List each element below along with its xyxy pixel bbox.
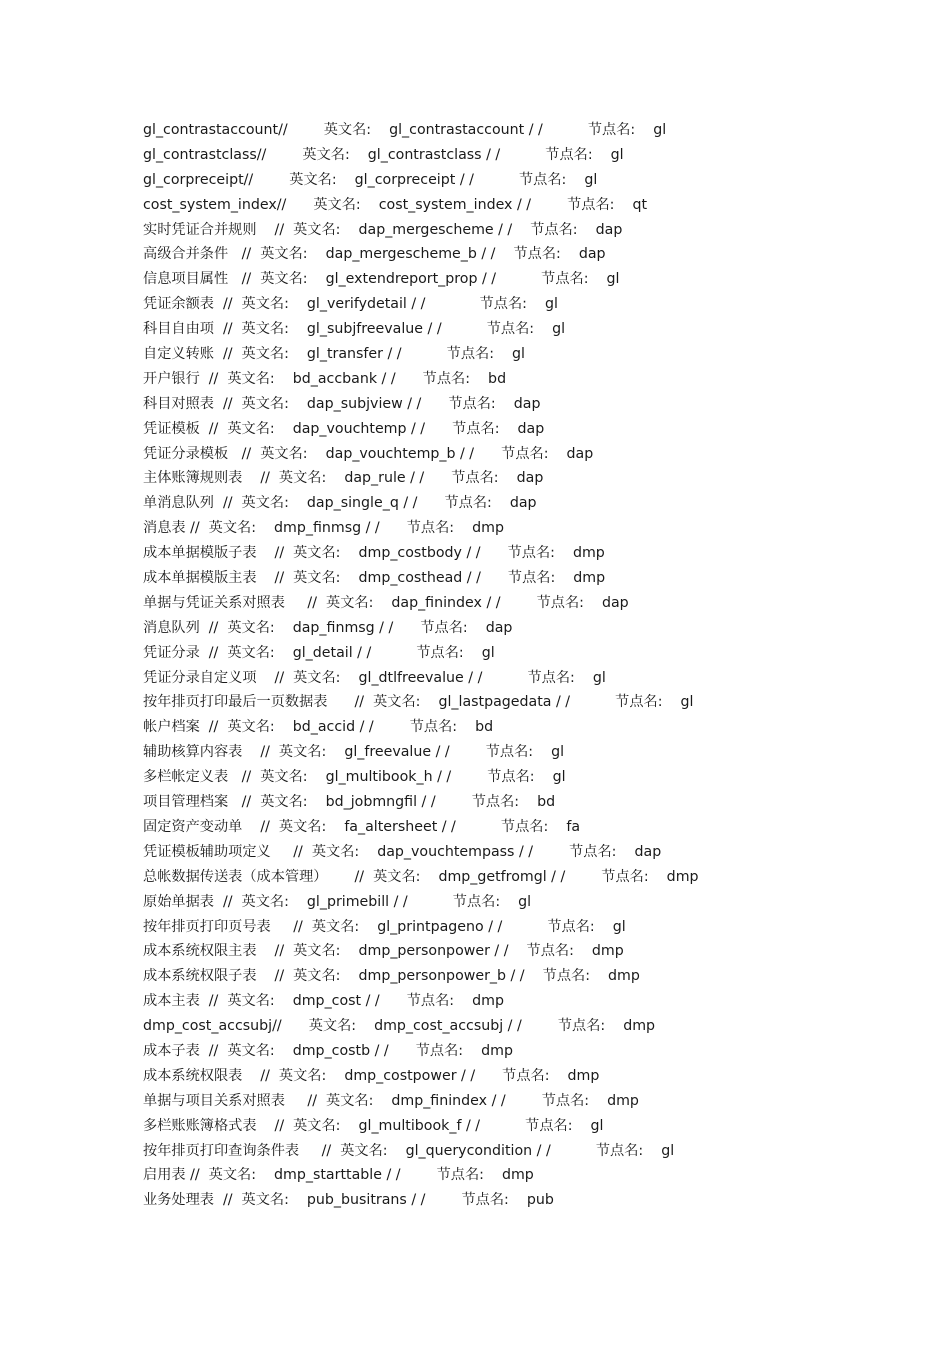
list-item: 单据与项目关系对照表 // 英文名: dmp_finindex / / 节点名: dmp: [143, 1092, 639, 1109]
list-item: 科目对照表 // 英文名: dap_subjview / / 节点名: dap: [143, 395, 541, 412]
list-item: 成本系统权限子表 // 英文名: dmp_personpower_b / / 节点名: dmp: [143, 968, 640, 985]
list-item: 按年排页打印最后一页数据表 // 英文名: gl_lastpagedata / / 节点名: gl: [143, 694, 694, 711]
list-item: 消息队列 // 英文名: dap_finmsg / / 节点名: dap: [143, 619, 513, 636]
list-item: 消息表 // 英文名: dmp_finmsg / / 节点名: dmp: [143, 520, 504, 537]
list-item: 单据与凭证关系对照表 // 英文名: dap_finindex / / 节点名: dap: [143, 594, 629, 611]
list-item: gl_contrastclass// 英文名: gl_contrastclass / / 节点名: gl: [143, 146, 624, 163]
list-item: 启用表 // 英文名: dmp_starttable / / 节点名: dmp: [143, 1167, 534, 1184]
list-item: 信息项目属性 // 英文名: gl_extendreport_prop / / 节点名: gl: [143, 271, 620, 288]
list-item: 项目管理档案 // 英文名: bd_jobmngfil / / 节点名: bd: [143, 794, 556, 811]
list-item: 业务处理表 // 英文名: pub_busitrans / / 节点名: pub: [143, 1192, 554, 1209]
list-item: 凭证分录 // 英文名: gl_detail / / 节点名: gl: [143, 644, 495, 661]
list-item: cost_system_index// 英文名: cost_system_index / / 节点名: qt: [143, 196, 648, 213]
list-item: 凭证模板 // 英文名: dap_vouchtemp / / 节点名: dap: [143, 420, 545, 437]
list-item: 自定义转账 // 英文名: gl_transfer / / 节点名: gl: [143, 346, 525, 363]
list-item: 凭证分录自定义项 // 英文名: gl_dtlfreevalue / / 节点名: gl: [143, 669, 606, 686]
list-item: 成本子表 // 英文名: dmp_costb / / 节点名: dmp: [143, 1042, 513, 1059]
list-item: 辅助核算内容表 // 英文名: gl_freevalue / / 节点名: gl: [143, 744, 565, 761]
list-item: 成本单据模版主表 // 英文名: dmp_costhead / / 节点名: dmp: [143, 570, 606, 587]
list-item: 开户银行 // 英文名: bd_accbank / / 节点名: bd: [143, 370, 507, 387]
list-item: gl_contrastaccount// 英文名: gl_contrastaccount / / 节点名: gl: [143, 122, 667, 138]
list-item: 多栏账账簿格式表 // 英文名: gl_multibook_f / / 节点名: gl: [143, 1117, 604, 1134]
list-item: 单消息队列 // 英文名: dap_single_q / / 节点名: dap: [143, 495, 537, 512]
list-item: 高级合并条件 // 英文名: dap_mergescheme_b / / 节点名: dap: [143, 246, 606, 263]
list-item: 主体账簿规则表 // 英文名: dap_rule / / 节点名: dap: [143, 470, 544, 487]
list-item: 原始单据表 // 英文名: gl_primebill / / 节点名: gl: [143, 893, 532, 910]
list-item: 多栏帐定义表 // 英文名: gl_multibook_h / / 节点名: gl: [143, 769, 566, 786]
list-item: 凭证余额表 // 英文名: gl_verifydetail / / 节点名: gl: [143, 296, 558, 313]
list-item: dmp_cost_accsubj// 英文名: dmp_cost_accsubj / / 节点名: dmp: [143, 1018, 656, 1035]
list-item: 总帐数据传送表（成本管理） // 英文名: dmp_getfromgl / / 节点名: dmp: [143, 868, 699, 885]
list-item: 成本主表 // 英文名: dmp_cost / / 节点名: dmp: [143, 993, 504, 1010]
list-item: 实时凭证合并规则 // 英文名: dap_mergescheme / / 节点名: dap: [143, 221, 623, 238]
list-item: 按年排页打印页号表 // 英文名: gl_printpageno / / 节点名: gl: [143, 918, 626, 935]
list-item: 成本单据模版子表 // 英文名: dmp_costbody / / 节点名: dmp: [143, 545, 605, 562]
list-item: gl_corpreceipt// 英文名: gl_corpreceipt / / 节点名: gl: [143, 171, 598, 188]
table-mapping-list: [143, 118, 923, 1213]
list-item: 成本系统权限主表 // 英文名: dmp_personpower / / 节点名: dmp: [143, 943, 624, 960]
list-item: 帐户档案 // 英文名: bd_accid / / 节点名: bd: [143, 719, 494, 736]
list-item: 科目自由项 // 英文名: gl_subjfreevalue / / 节点名: gl: [143, 321, 566, 338]
list-item: 固定资产变动单 // 英文名: fa_altersheet / / 节点名: fa: [143, 818, 581, 835]
list-item: 按年排页打印查询条件表 // 英文名: gl_querycondition / / 节点名: gl: [143, 1142, 675, 1159]
list-item: 成本系统权限表 // 英文名: dmp_costpower / / 节点名: dmp: [143, 1067, 600, 1084]
list-item: 凭证分录模板 // 英文名: dap_vouchtemp_b / / 节点名: dap: [143, 445, 594, 462]
list-item: 凭证模板辅助项定义 // 英文名: dap_vouchtempass / / 节点名: dap: [143, 843, 662, 860]
